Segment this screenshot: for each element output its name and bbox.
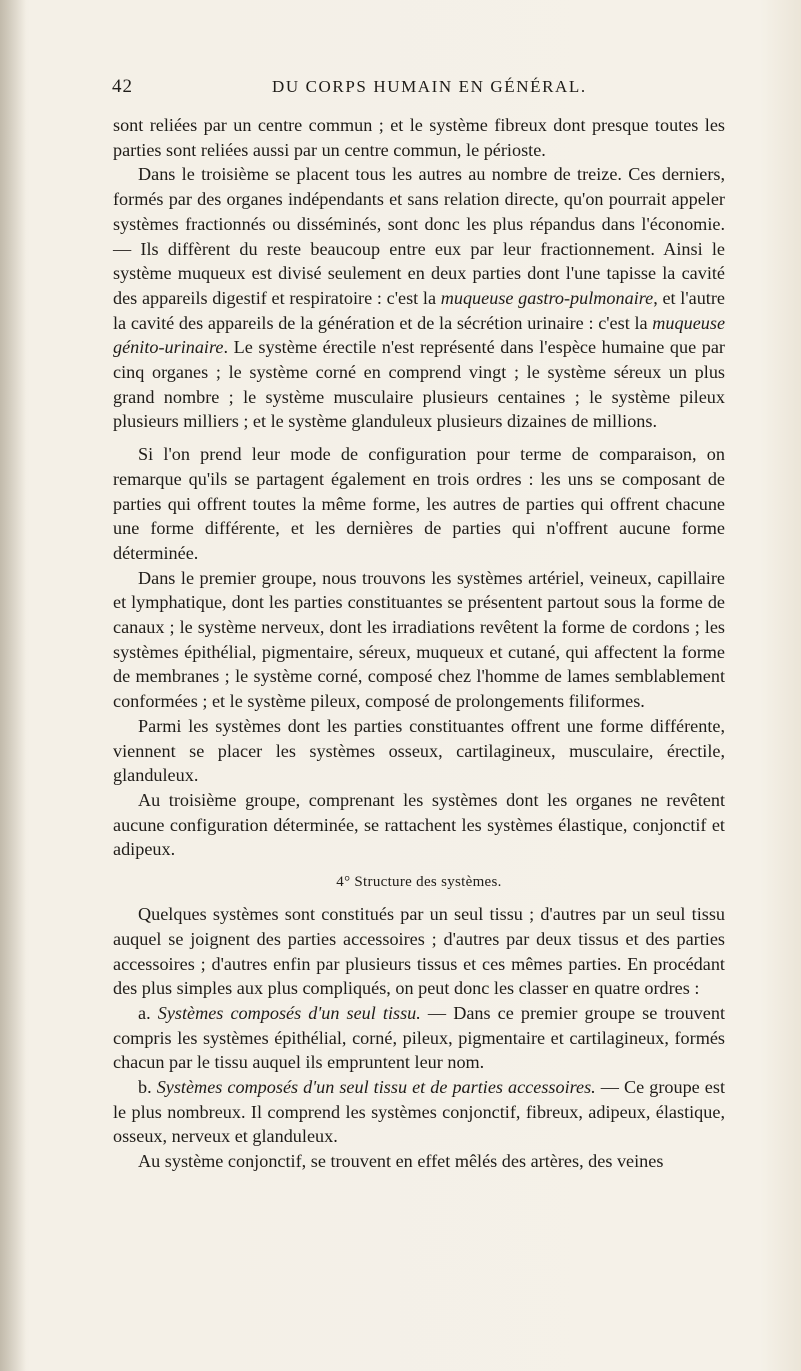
paragraph-third-group-configuration [113, 788, 725, 862]
paragraph-third-group [113, 162, 725, 434]
paragraph-text: Si l'on prend leur mode de configuration pour terme de comparaison, on remarque qu'ils se partagent également en trois ordres : les uns se composant de parties qui offrent toutes la même forme, les autres de parties qui offrent chacune une forme différente, et les dernières de parties qui n'offrent aucune forme déterminée. [113, 444, 725, 563]
italic-heading: Systèmes composés d'un seul tissu. [157, 1002, 421, 1023]
section-subheading: 4° Structure des systèmes. [336, 874, 502, 891]
paragraph-second-group [113, 714, 725, 788]
paragraph-text: Au système conjonctif, se trouvent en effet mêlés des artères, des veines [138, 1151, 664, 1172]
paragraph-item-a [113, 1001, 725, 1075]
paragraph-text: Dans le troisième se placent tous les autres au nombre de treize. Ces derniers, formés par des organes indépendants et sans relation directe, qu'on pourrait appeler systèmes fractionnés ou disséminés, sont donc les plus répandus dans l'économie. — Ils diffèrent du reste beaucoup entre eux par leur fractionnement. Ainsi le système muqueux est divisé seulement en deux parties dont l'une tapisse la cavité des appareils digestif et respiratoire : c'est la [113, 164, 725, 308]
page-spine-shadow [0, 0, 26, 1371]
item-label: b. [138, 1077, 152, 1098]
paragraph-continuation [113, 113, 725, 162]
italic-term: muqueuse génito-urinaire [113, 312, 726, 358]
paragraph-first-group [113, 566, 725, 714]
paragraph-conjonctif [113, 1149, 725, 1174]
paragraph-text: , et l'autre la cavité des appareils de la génération et de la sécrétion urinaire : c'est la [113, 287, 725, 333]
italic-heading: Systèmes composés d'un seul tissu et de parties accessoires. [156, 1077, 596, 1098]
page-number: 42 [112, 76, 133, 97]
item-label: a. [138, 1002, 151, 1023]
paragraph-item-b [113, 1075, 725, 1149]
paragraph-structure [113, 902, 725, 1001]
italic-term: muqueuse gastro-pulmonaire [440, 287, 654, 308]
paragraph-text: . Le système érectile n'est représenté dans l'espèce humaine que par cinq organes ; le système corné en comprend vingt ; le système séreux un plus grand nombre ; le système musculaire plusieurs centaines ; le système pileux plusieurs milliers ; et le système glanduleux plusieurs dizaines de millions. [113, 337, 725, 432]
page-header [112, 76, 732, 102]
paragraph-configuration [113, 442, 725, 566]
paragraph-text: Parmi les systèmes dont les parties constituantes offrent une forme différente, viennent se placer les systèmes osseux, cartilagineux, musculaire, érectile, glanduleux. [113, 715, 725, 786]
paragraph-text: — Dans ce premier groupe se trouvent compris les systèmes épithélial, corné, pileux, pigmentaire et cartilagineux, formés chacun par le tissu auquel ils empruntent leur nom. [113, 1002, 725, 1073]
paragraph-text: Quelques systèmes sont constitués par un seul tissu ; d'autres par un seul tissu auquel se joignent des parties accessoires ; d'autres par deux tissus et des parties accessoires ; d'autres enfin par plusieurs tissus et ces mêmes parties. En procédant des plus simples aux plus compliqués, on peut donc les classer en quatre ordres : [113, 904, 725, 999]
paragraph-text: sont reliées par un centre commun ; et le système fibreux dont presque toutes les parties sont reliées aussi par un centre commun, le périoste. [113, 115, 725, 160]
body-text [113, 113, 725, 1174]
paragraph-text: — Ce groupe est le plus nombreux. Il comprend les systèmes conjonctif, fibreux, adipeux, élastique, osseux, nerveux et glanduleux. [113, 1077, 725, 1147]
paragraph-text: Dans le premier groupe, nous trouvons les systèmes artériel, veineux, capillaire et lymphatique, dont les parties constituantes se présentent partout sous la forme de canaux ; le système nerveux, dont les irradiations revêtent la forme de cordons ; les systèmes épithélial, pigmentaire, séreux, muqueux et cutané, qui affectent la forme de membranes ; le système corné, composé chez l'homme de lames semblablement conformées ; et le système pileux, composé de prolongements filiformes. [113, 567, 725, 712]
paragraph-text: Au troisième groupe, comprenant les systèmes dont les organes ne revêtent aucune configuration déterminée, se rattachent les systèmes élastique, conjonctif et adipeux. [113, 789, 725, 860]
running-head: DU CORPS HUMAIN EN GÉNÉRAL. [272, 77, 587, 96]
